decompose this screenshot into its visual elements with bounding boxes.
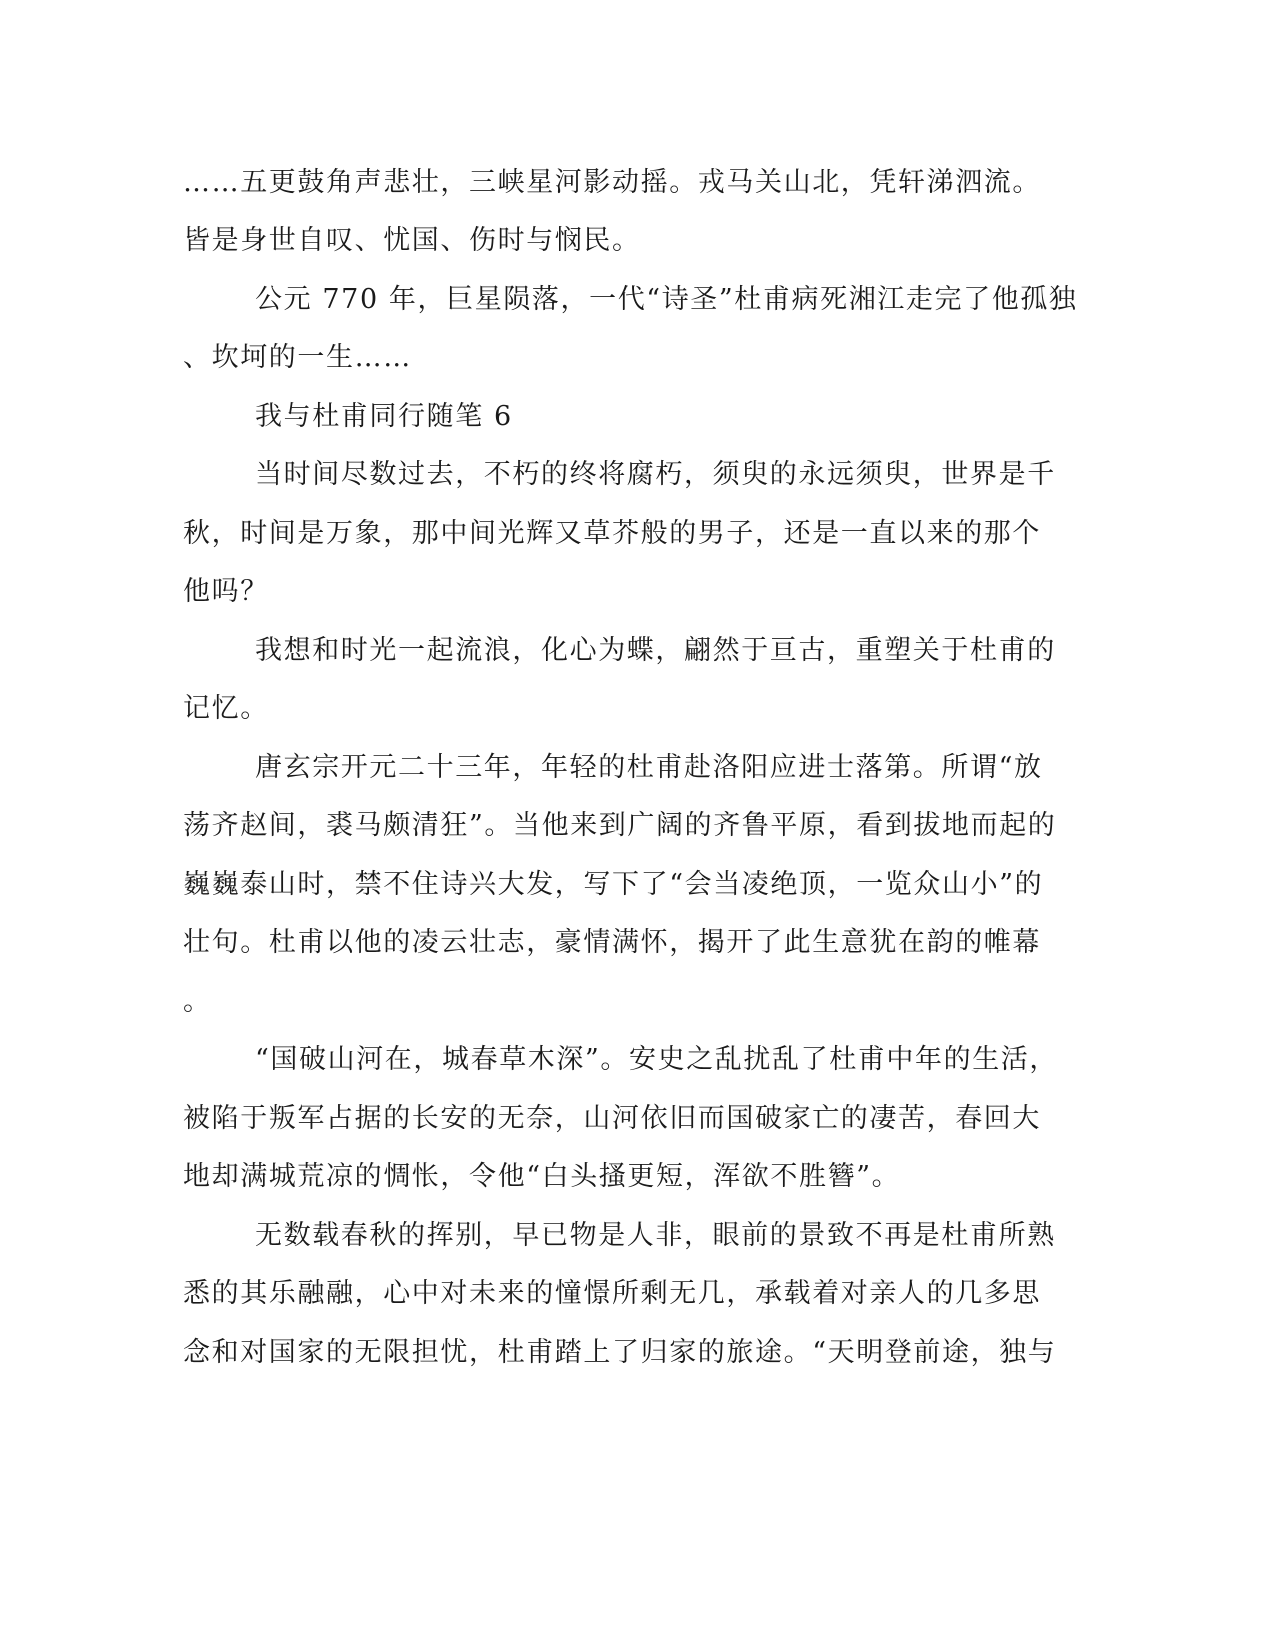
paragraph-start-line: 我想和时光一起流浪，化心为蝶，翩然于亘古，重塑关于杜甫的 xyxy=(255,635,1056,666)
paragraph-start-line: 当时间尽数过去，不朽的终将腐朽，须臾的永远须臾，世界是千 xyxy=(255,459,1056,490)
text-line: 地却满城荒凉的惆怅，令他“白头搔更短，浑欲不胜簪”。 xyxy=(183,1161,901,1192)
text-line: 他吗？ xyxy=(183,576,269,607)
paragraph-start-line: 唐玄宗开元二十三年，年轻的杜甫赴洛阳应进士落第。所谓“放 xyxy=(255,752,1043,783)
text-line: 。 xyxy=(183,986,212,1017)
text-line: 被陷于叛军占据的长安的无奈，山河依旧而国破家亡的凄苦，春回大 xyxy=(183,1103,1041,1134)
text-line: 皆是身世自叹、忧国、伤时与悯民。 xyxy=(183,225,641,256)
section-heading: 我与杜甫同行随笔 6 xyxy=(255,401,513,432)
text-line: 壮句。杜甫以他的凌云壮志，豪情满怀，揭开了此生意犹在韵的帷幕 xyxy=(183,927,1041,958)
text-line: 、坎坷的一生…… xyxy=(183,342,412,373)
text-line: 念和对国家的无限担忧，杜甫踏上了归家的旅途。“天明登前途，独与 xyxy=(183,1337,1057,1368)
paragraph-start-line: 无数载春秋的挥别，早已物是人非，眼前的景致不再是杜甫所熟 xyxy=(255,1220,1056,1251)
paragraph-start-line: 公元 770 年，巨星陨落，一代“诗圣”杜甫病死湘江走完了他孤独 xyxy=(255,284,1078,315)
paragraph-start-line: “国破山河在，城春草木深”。安史之乱扰乱了杜甫中年的生活， xyxy=(255,1044,1059,1075)
text-line: 巍巍泰山时，禁不住诗兴大发，写下了“会当凌绝顶，一览众山小”的 xyxy=(183,869,1044,900)
text-line: 秋，时间是万象，那中间光辉又草芥般的男子，还是一直以来的那个 xyxy=(183,518,1041,549)
text-line: 荡齐赵间，裘马颇清狂”。当他来到广阔的齐鲁平原，看到拔地而起的 xyxy=(183,810,1057,841)
text-line: 记忆。 xyxy=(183,693,269,724)
text-line: ……五更鼓角声悲壮，三峡星河影动摇。戎马关山北，凭轩涕泗流。 xyxy=(183,167,1041,198)
text-line: 悉的其乐融融，心中对未来的憧憬所剩无几，承载着对亲人的几多思 xyxy=(183,1278,1041,1309)
